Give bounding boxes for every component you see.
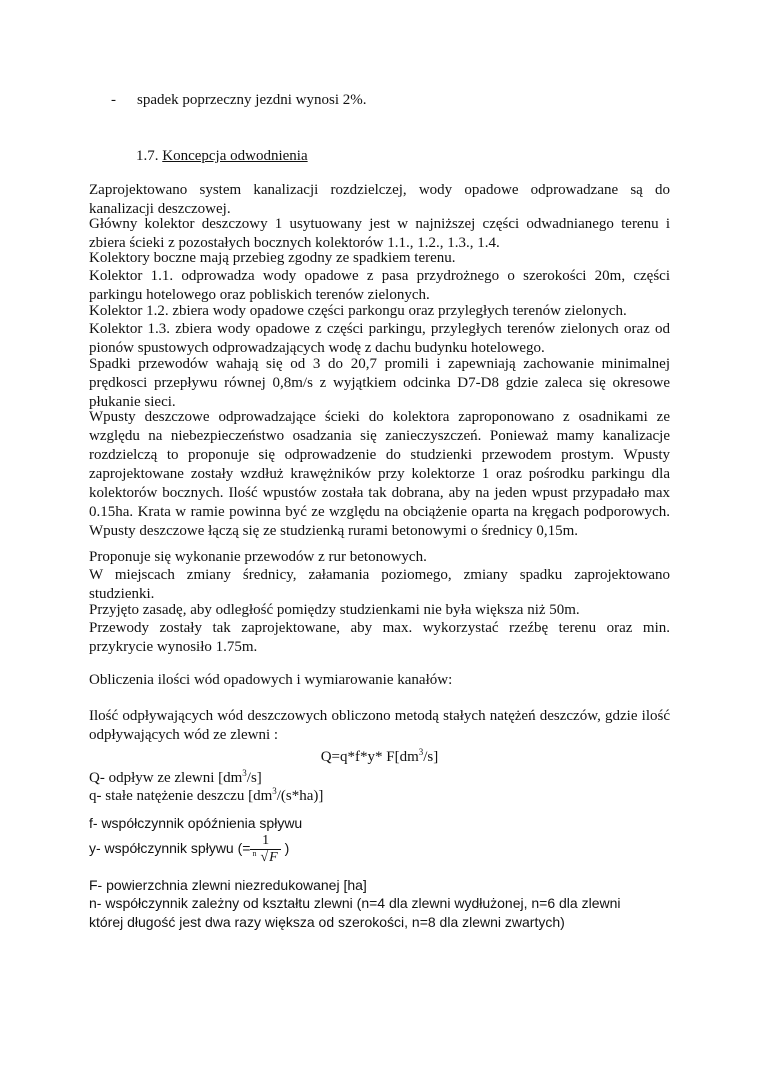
paragraph-5: Kolektor 1.2. zbiera wody opadowe części parkongu oraz przyległych terenów zielonych.	[89, 303, 627, 319]
bullet-item	[111, 91, 511, 110]
paragraph-3: Kolektory boczne mają przebieg zgodny ze spadkiem terenu.	[89, 250, 456, 266]
section-heading	[136, 147, 536, 166]
legend-n: n- współczynnik zależny od kształtu zlewni (n=4 dla zlewni wydłużonej, n=6 dla zlewni której długość jest dwa razy większa od szerokości, n=8 dla zlewni zwartych)	[89, 895, 621, 930]
fraction-denominator	[250, 849, 280, 866]
legend-Q-unit: /s]	[246, 770, 262, 786]
calc-heading: Obliczenia ilości wód opadowych i wymiarowanie kanałów:	[89, 672, 453, 688]
legend-f: f- współczynnik opóźnienia spływu	[89, 815, 303, 831]
bullet-text: spadek poprzeczny jezdni wynosi 2%.	[137, 92, 367, 108]
legend-q-text: q- stałe natężenie deszczu [dm	[89, 788, 273, 804]
paragraph-2: Główny kolektor deszczowy 1 usytuowany jest w najniższej części odwadnianego terenu i zbiera ścieki z pozostałych bocznych kolektorów 1.1., 1.2., 1.3., 1.4.	[89, 216, 670, 251]
paragraph-10: W miejscach zmiany średnicy, załamania poziomego, zmiany spadku zaprojektowano studzienki.	[89, 567, 670, 602]
fraction-numerator: 1	[262, 833, 270, 848]
legend-y-close: )	[284, 840, 290, 857]
legend-Q-exponent: 3	[242, 768, 247, 778]
legend-Q	[89, 769, 670, 788]
legend-Q-text: Q- odpływ ze zlewni [dm	[89, 770, 243, 786]
paragraph-7: Spadki przewodów wahają się od 3 do 20,7 promili i zapewniają zachowanie minimalnej prędkosci przepływu równej 0,8m/s z wyjątkiem odcinka D7-D8 gdzie zaleca się okresowe płukanie sieci.	[89, 356, 670, 410]
paragraph-9: Proponuje się wykonanie przewodów z rur betonowych.	[89, 549, 427, 565]
legend-y-fraction	[250, 833, 280, 866]
formula-main: Q=q*f*y* F[dm	[320, 749, 419, 765]
legend-F: F- powierzchnia zlewni niezredukowanej [ha]	[89, 877, 367, 893]
legend-q-exponent: 3	[272, 786, 277, 796]
legend-y	[89, 833, 670, 866]
legend-y-text: y- współczynnik spływu (=	[89, 840, 251, 857]
bullet-dash: -	[111, 92, 116, 108]
section-title: Koncepcja odwodnienia	[162, 148, 308, 164]
paragraph-12: Przewody zostały tak zaprojektowane, aby max. wykorzystać rzeźbę terenu oraz min. przykrycie wynosiło 1.75m.	[89, 620, 670, 655]
paragraph-8: Wpusty deszczowe odprowadzające ścieki do kolektora zaproponowano z osadnikami ze względu na niebezpieczeństwo osadzania się zanieczyszczeń. Ponieważ mamy kanalizacje rozdzielczą to proponuje się odprowadzenie do studzienki przewodem prostym. Wpusty zaprojektowane zostały wzdłuż krawężników przy kolektorze 1 oraz pośrodku parkingu dla kolektorów bocznych. Ilość wpustów została tak dobrana, aby na jeden wpust przypadało max 0.15ha. Krata w ramie powinna być ze względu na obciążenie oparta na kręgach podporowych. Wpusty deszczowe łączą się ze studzienką rurami betonowymi o średnicy 0,15m.	[89, 409, 670, 539]
paragraph-4: Kolektor 1.1. odprowadza wody opadowe z pasa przydrożnego o szerokości 20m, części parkingu hotelowego oraz pobliskich terenów zielonych.	[89, 268, 670, 303]
formula-tail: /s]	[423, 749, 439, 765]
main-formula	[89, 748, 670, 767]
section-number: 1.7.	[136, 148, 159, 164]
paragraph-6: Kolektor 1.3. zbiera wody opadowe z części parkingu, przyległych terenów zielonych oraz od pionów spustowych odprowadzających wodę z dachu budynku hotelowego.	[89, 321, 670, 356]
paragraph-1: Zaprojektowano system kanalizacji rozdzielczej, wody opadowe odprowadzane są do kanalizacji deszczowej.	[89, 182, 670, 217]
paragraph-11: Przyjęto zasadę, aby odległość pomiędzy studzienkami nie była większa niż 50m.	[89, 602, 580, 618]
root-radicand: F	[269, 850, 278, 865]
legend-q	[89, 787, 670, 806]
method-text: Ilość odpływających wód deszczowych obliczono metodą stałych natężeń deszczów, gdzie ilość odpływających wód ze zlewni :	[89, 708, 670, 743]
formula-exponent: 3	[418, 747, 424, 757]
root-symbol: n √F	[252, 850, 278, 866]
root-index: n	[252, 849, 257, 858]
legend-q-unit: /(s*ha)]	[276, 788, 324, 804]
